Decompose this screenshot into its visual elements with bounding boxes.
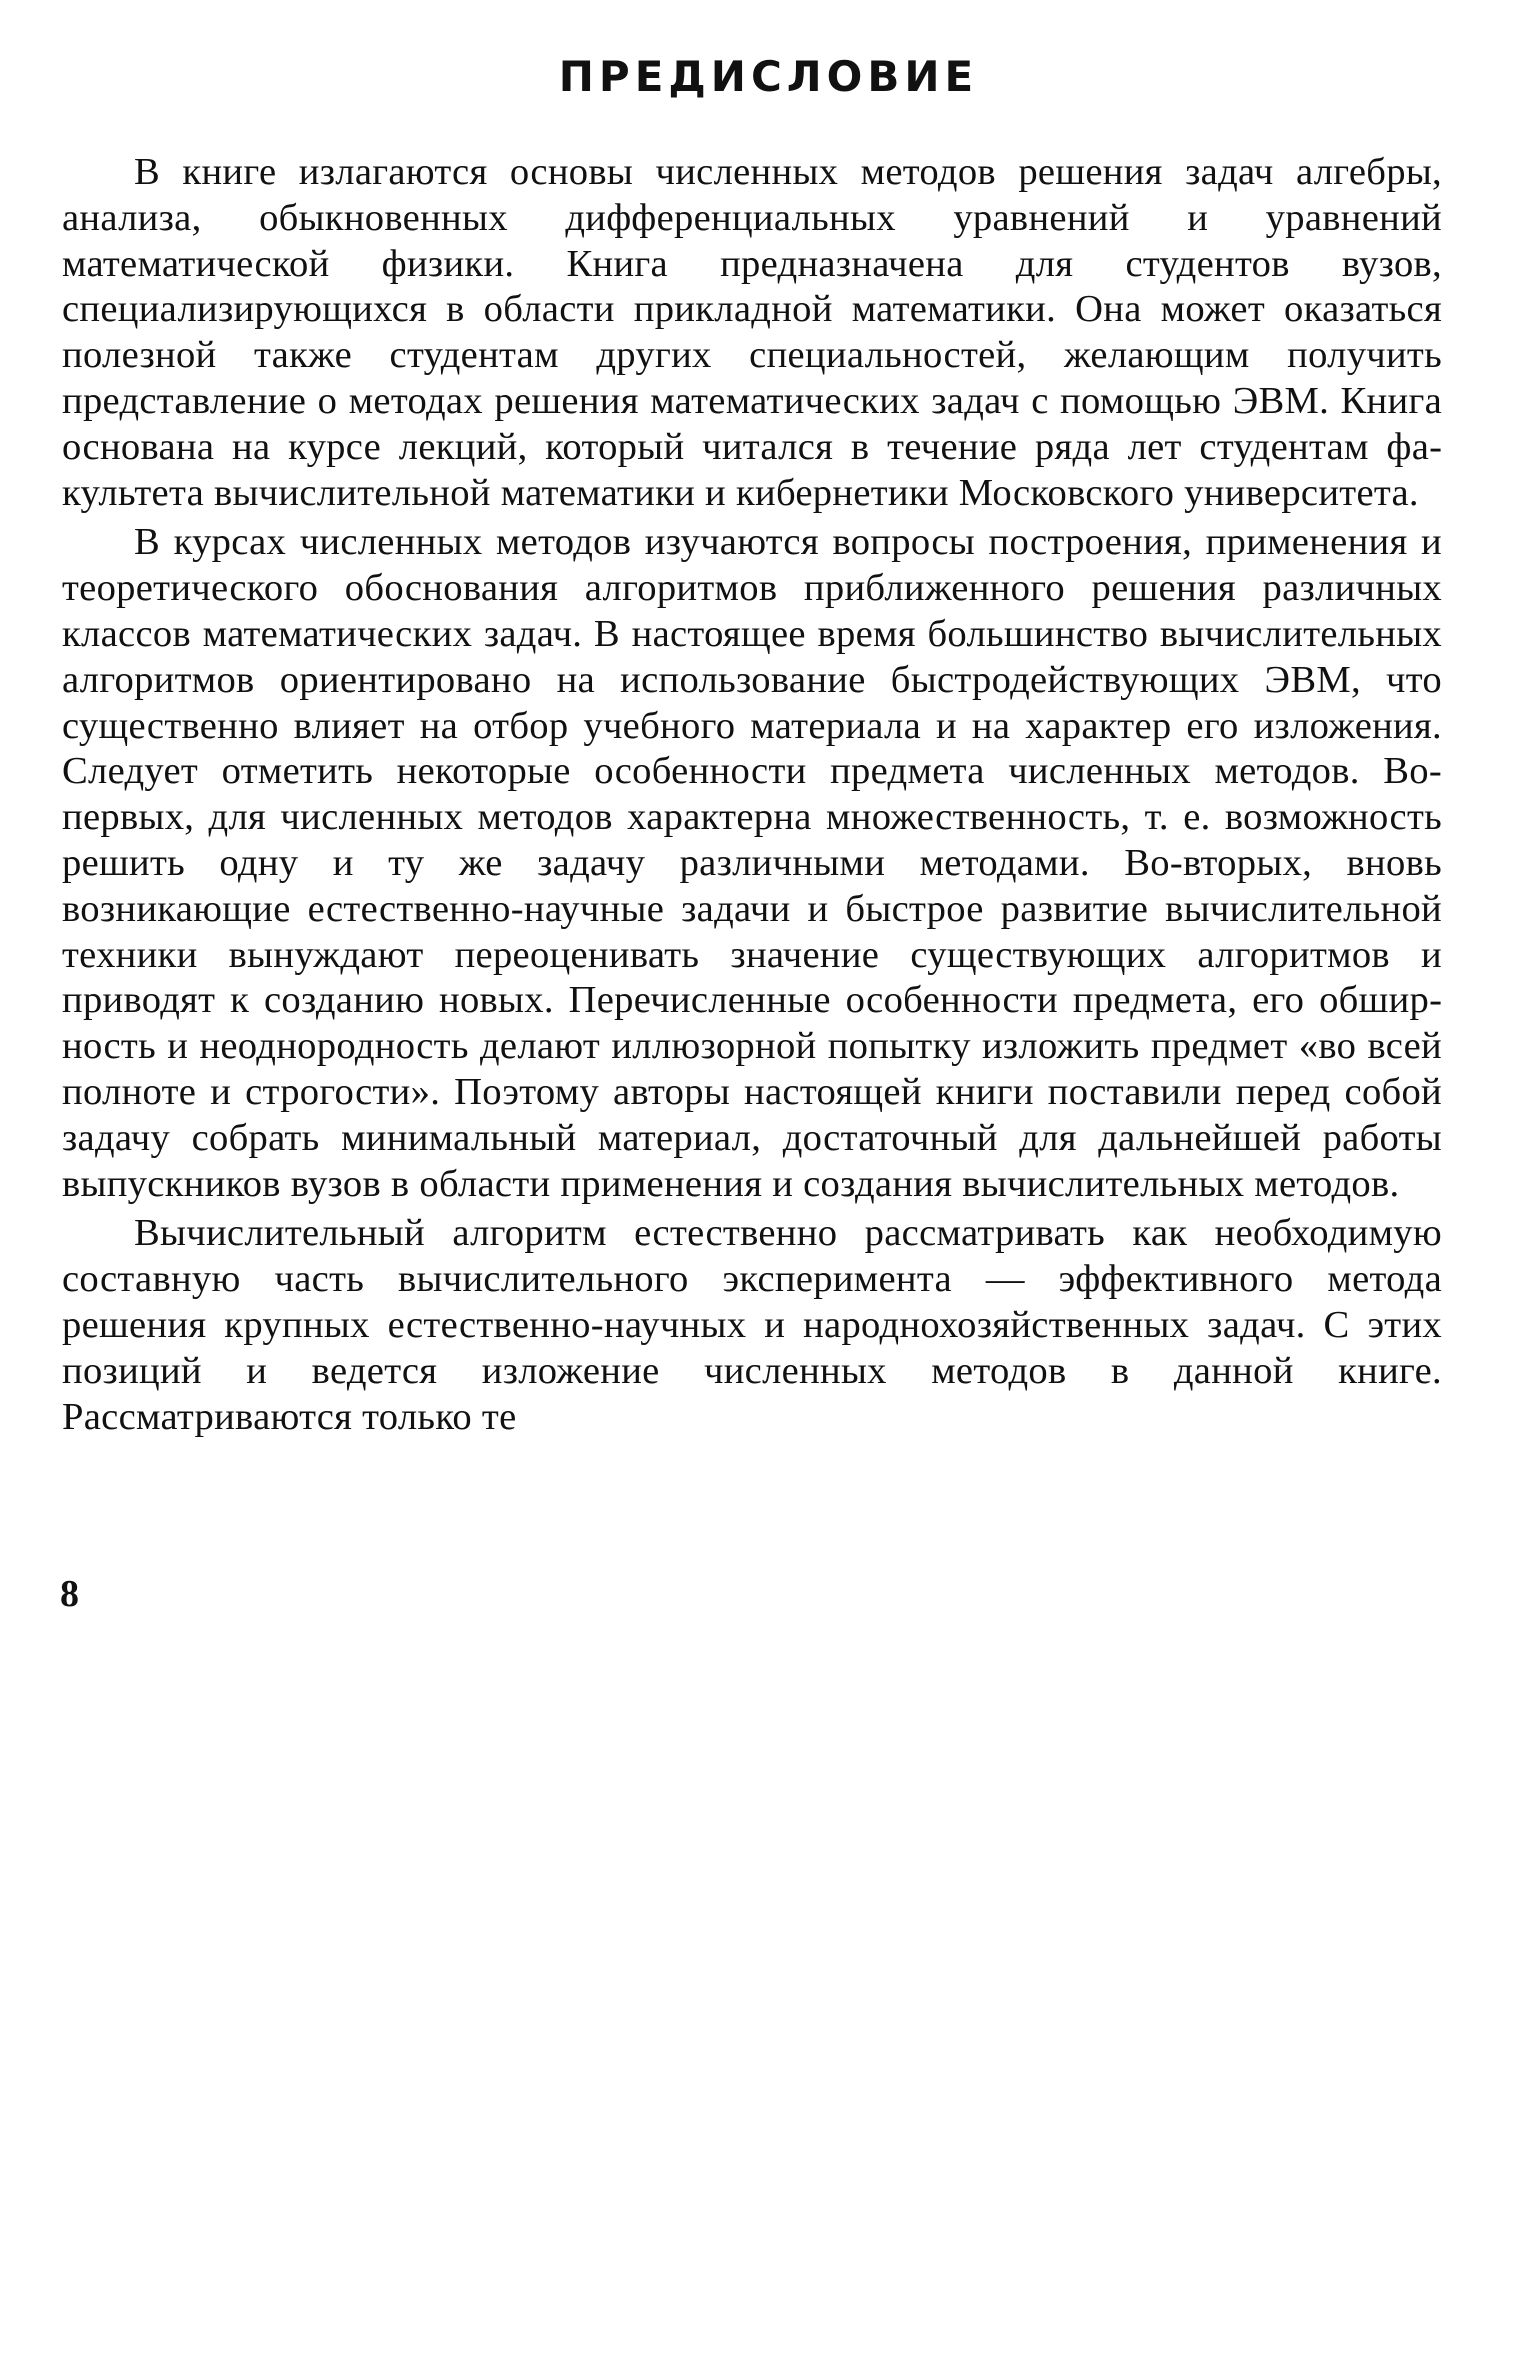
paragraph-3: Вычислительный алгоритм естественно рассматривать как необходимую составную часть вычислительного эксперимента — эффективного метода решения крупных естественно-научных и народнохозяйственных задач. С этих позиций и ведется изложение численных методов в данной книге. Рассматриваются только те <box>62 1212 1442 1438</box>
page-number: 8 <box>60 1573 79 1615</box>
page-title: ПРЕДИСЛОВИЕ <box>558 52 979 101</box>
body-text <box>62 150 1442 1440</box>
paragraph-2: В курсах численных методов изучаются вопросы построения, применения и теоретического обоснования алгоритмов приближенного решения различных классов математических задач. В настоящее время большинство вычислительных алгоритмов ориентировано на использование быстродействующих ЭВМ, что существенно влияет на отбор учебного материала и на характер его изложения. Следует отметить некоторые особенности предмета численных методов. Во-первых, для численных методов характерна множественность, т. е. возможность решить одну и ту же задачу различными методами. Во-вторых, вновь возникающие естественно-научные задачи и быстрое развитие вычислительной техники вынуждают переоценивать значение существующих алгоритмов и приводят к созданию новых. Перечисленные особенности предмета, его обширность и неоднородность делают иллюзорной попытку изложить предмет «во всей полноте и строгости». Поэтому авторы настоящей книги поставили перед собой задачу собрать минимальный материал, достаточный для дальнейшей работы выпускников вузов в области применения и создания вычислительных методов. <box>62 521 1442 1205</box>
paragraph-1: В книге излагаются основы численных методов решения задач алгебры, анализа, обыкновенных дифференциальных уравнений и уравнений математической физики. Книга предназначена для студентов вузов, специализирующихся в области прикладной математики. Она может оказаться полезной также студентам других специальностей, желающим получить представление о методах решения математических задач с помощью ЭВМ. Книга основана на курсе лекций, который читался в течение ряда лет студентам факультета вычислительной математики и кибернетики Московского университета. <box>62 151 1442 514</box>
